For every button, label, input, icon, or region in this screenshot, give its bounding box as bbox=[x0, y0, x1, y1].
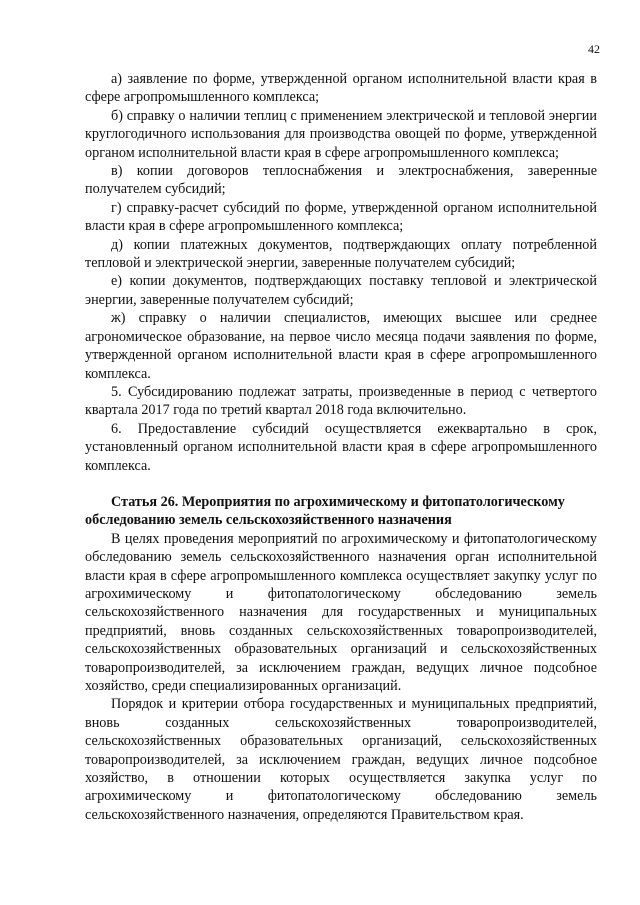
list-item-v: в) копии договоров теплоснабжения и электроснабжения, заверенные получателем субсидий; bbox=[85, 163, 597, 198]
article-paragraph: В целях проведения мероприятий по агрохимическому и фитопатологическому обследованию земель сельскохозяйственного назначения орган исполнительной власти края в сфере агропромышленного комплекса осуществляет закупку услуг по агрохимическому и фитопатологическому обследованию земель сельскохозяйственного назначения для государственных и муниципальных предприятий, вновь созданных сельскохозяйственных товаропроизводителей, сельскохозяйственных образовательных организаций и сельскохозяйственных товаропроизводителей, за исключением граждан, ведущих личное подсобное хозяйство, среди специализированных организаций. bbox=[85, 530, 597, 694]
list-item-e: е) копии документов, подтверждающих поставку тепловой и электрической энергии, заверенные получателем субсидий; bbox=[85, 273, 597, 308]
page-number: 42 bbox=[588, 42, 600, 56]
clause-6: 6. Предоставление субсидий осуществляется ежеквартально в срок, установленный органом исполнительной власти края в сфере агропромышленного комплекса. bbox=[85, 420, 597, 474]
list-item-d: д) копии платежных документов, подтверждающих оплату потребленной тепловой и электрической энергии, заверенные получателем субсидий; bbox=[85, 236, 597, 272]
list-item-a: а) заявление по форме, утвержденной органом исполнительной власти края в сфере агропромышленного комплекса; bbox=[85, 71, 597, 106]
list-item-zh: ж) справку о наличии специалистов, имеющих высшее или среднее агрономическое образование, на первое число месяца подачи заявления по форме, утвержденной органом исполнительной власти края в сфере агропромышленного комплекса. bbox=[85, 310, 597, 382]
document-body bbox=[85, 70, 597, 824]
article-body bbox=[85, 530, 597, 825]
list-item-b: б) справку о наличии теплиц с применением электрической и тепловой энергии круглогодичного использования для производства овощей по форме, утвержденной органом исполнительной власти края в сфере агропромышленного комплекса; bbox=[85, 107, 597, 161]
clause-5: 5. Субсидированию подлежат затраты, произведенные в период с четвертого квартала 2017 года по третий квартал 2018 года включительно. bbox=[85, 383, 597, 419]
article-heading: Статья 26. Мероприятия по агрохимическому и фитопатологическому обследованию земель сельскохозяйственного назначения bbox=[85, 493, 565, 529]
list-item-g: г) справку-расчет субсидий по форме, утвержденной органом исполнительной власти края в сфере агропромышленного комплекса; bbox=[85, 199, 597, 235]
article-paragraph: Порядок и критерии отбора государственных и муниципальных предприятий, вновь созданных сельскохозяйственных товаропроизводителей, сельскохозяйственных образовательных организаций, сельскохозяйственных товаропроизводителей, за исключением граждан, ведущих личное подсобное хозяйство, в отношении которых осуществляется закупка услуг по агрохимическому и фитопатологическому обследованию земель сельскохозяйственного назначения, определяются Правительством края. bbox=[85, 696, 597, 823]
